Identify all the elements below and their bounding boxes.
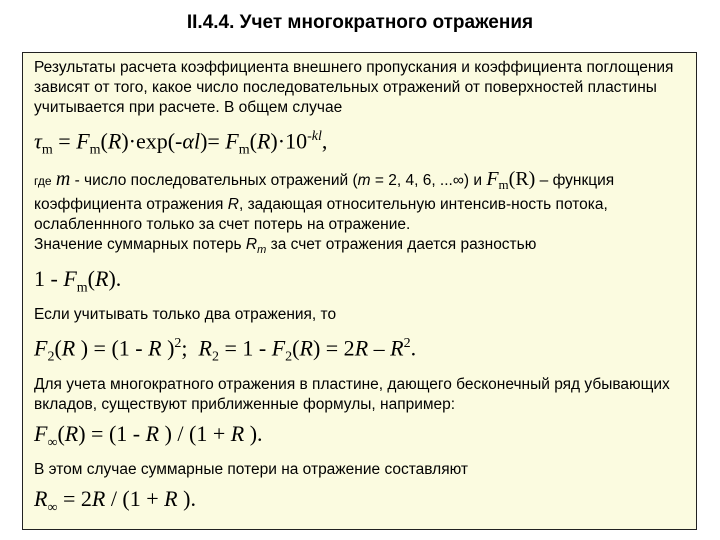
where-text-1: - число последовательных отражений ( [70, 171, 358, 189]
slide-title: II.4.4. Учет многократного отражения [186, 12, 534, 33]
sum-losses-text-2: за счет отражения дается разностью [266, 235, 537, 253]
two-reflections-text: Если учитывать только два отражения, то [34, 306, 337, 324]
intro-paragraph: Результаты расчета коэффициента внешнего пропускания и коэффициента поглощения зависят от того, какое число последовательных отражений от поверхностей пластины учитывается при расчете. В общем случае [34, 59, 674, 116]
m-symbol: m [55, 167, 71, 190]
sum-losses-text: Значение суммарных потерь [34, 235, 246, 253]
formula-f-infinity: $F_\infty(R) = (1 - R$ ) / (1 + R ). [34, 421, 263, 451]
formula-tau-m: $\tau_m = F_m(R)\cdot\exp(-\alpha l)= F_m(R)\cdot 10^{-kl}$, [34, 128, 328, 158]
total-losses-text: В этом случае суммарные потери на отражение составляют [34, 461, 468, 479]
formula-difference: $1 - F_m(R)$. [34, 265, 122, 296]
where-word: где [34, 173, 52, 188]
content-box [22, 52, 697, 530]
fm-r: (R) [508, 167, 536, 190]
where-m-values: = 2, 4, 6, ...∞) и [370, 171, 487, 189]
infinite-series-text: Для учета многократного отражения в пластине, дающего бесконечный ряд убывающих вкладов, существуют приближенные формулы, например: [34, 376, 670, 414]
formula-two-reflections: $F_2(R$ ) = (1 - R )$^2$; $R_2 = 1 - F_2(R) = 2R - R^2$. [34, 335, 417, 366]
where-text-3: , задающая относительную интенсив-ность потока, ослабленнного только за счет потерь на отражение. [34, 195, 608, 233]
m-symbol-inline: m [357, 171, 371, 189]
where-text-2: – функция коэффициента отражения [34, 171, 615, 213]
r-symbol: R [227, 195, 239, 213]
formula-r-infinity: $R_\infty = 2R / (1 + R$ ). [34, 486, 196, 516]
where-paragraph: где m - число последовательных отражений (m = 2, 4, 6, ...∞) и $F_m(R)$ – функция коэффициента отражения R, задающая относительную интенсив-ность потока, ослабленнного только за счет потерь на отражение. Значение суммарных потерь $R_m$ за счет отражения дается разностью [34, 167, 615, 256]
